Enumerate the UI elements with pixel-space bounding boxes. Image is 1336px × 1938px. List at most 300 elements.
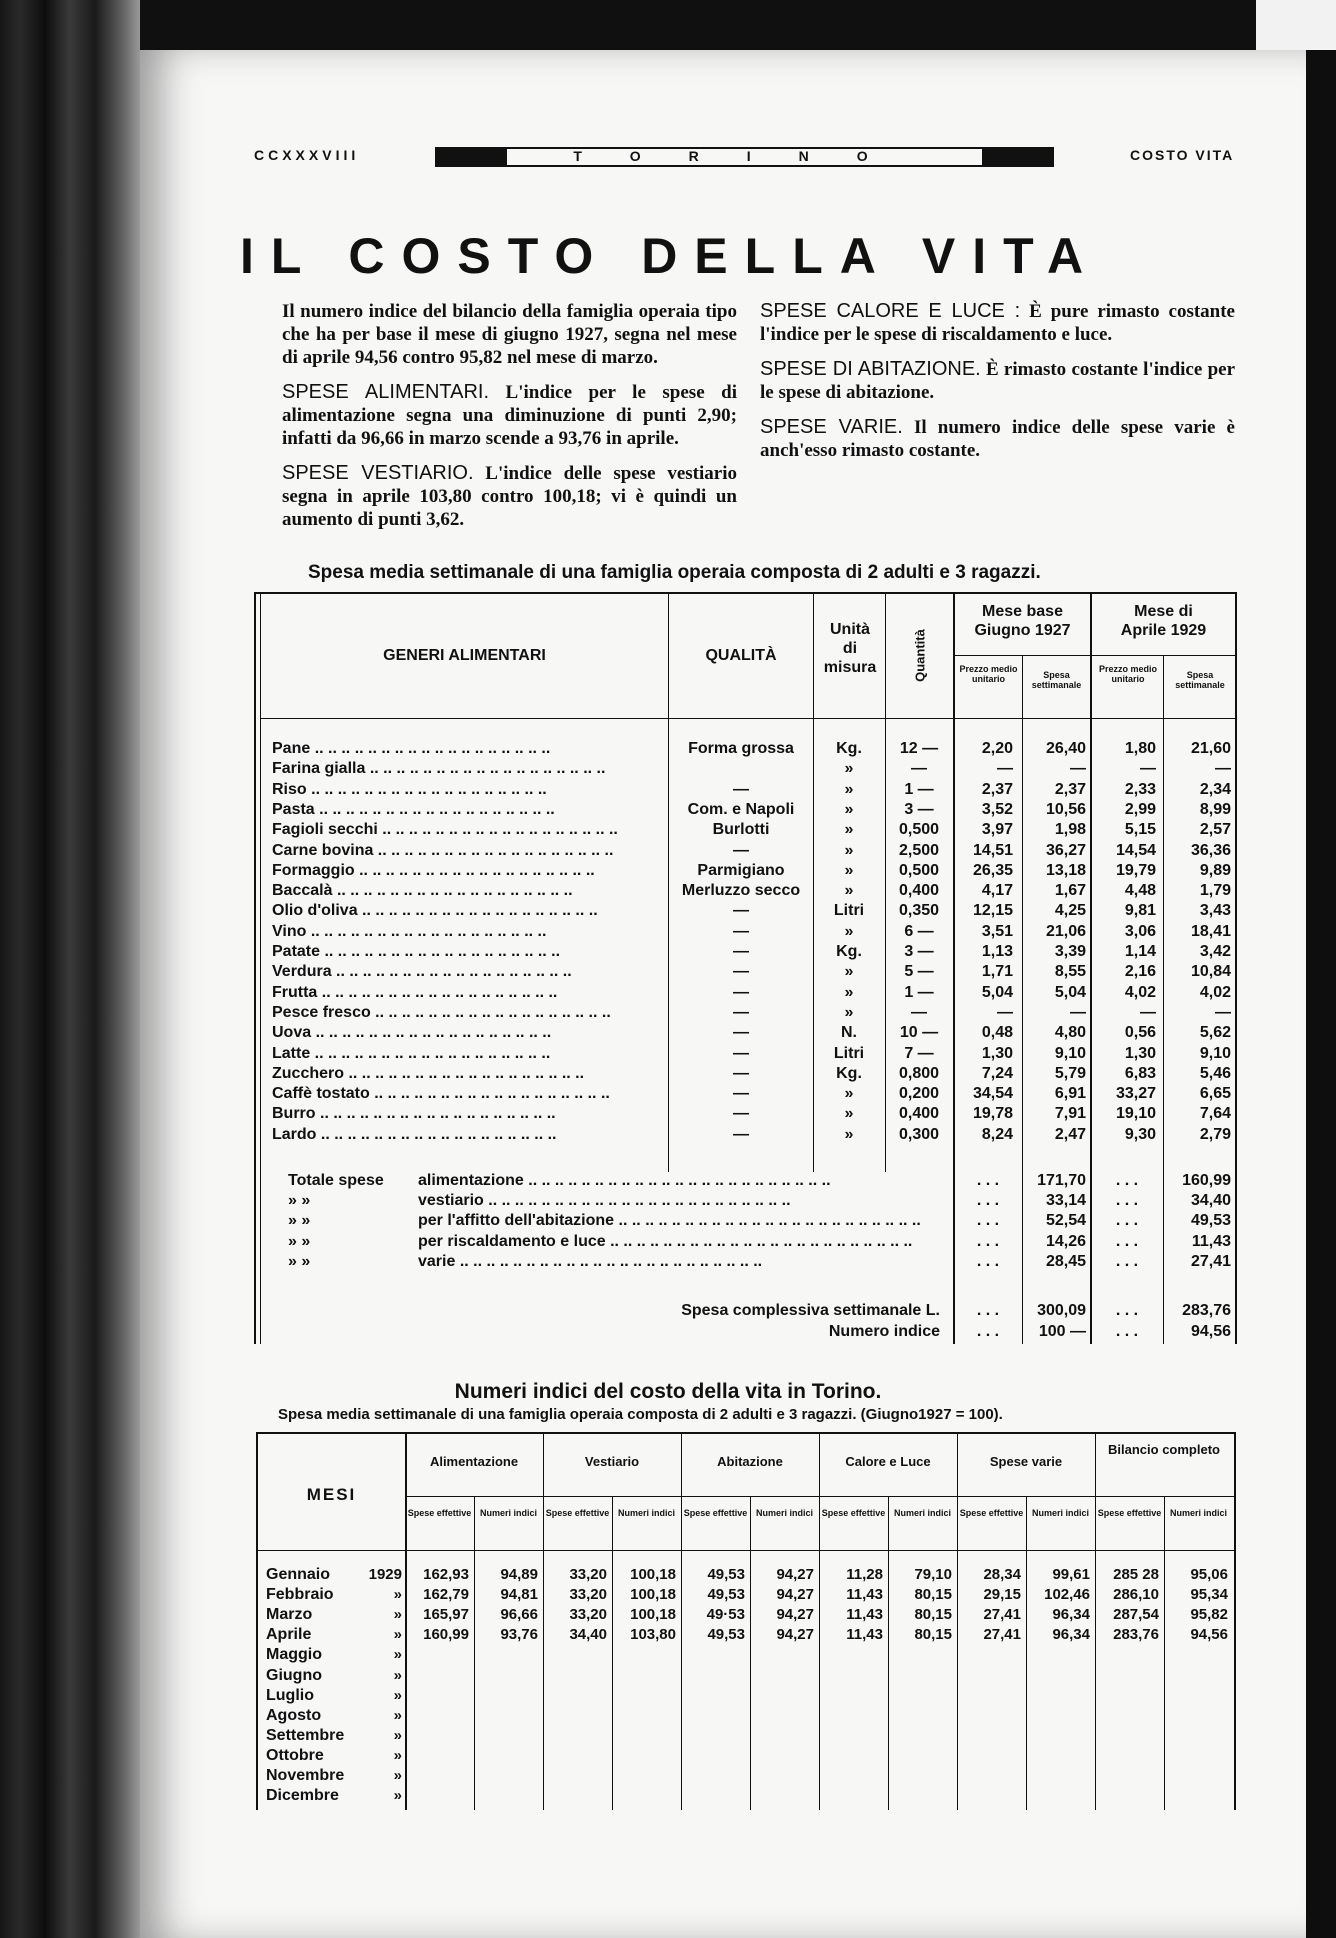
spend-value: 28,34 <box>983 1566 1021 1583</box>
total-row <box>0 1192 1336 1212</box>
index-value: 80,15 <box>914 1626 952 1644</box>
spend-value: 165,97 <box>423 1606 469 1624</box>
spend-value: 49,53 <box>707 1626 745 1644</box>
table1-caption: Spesa media settimanale di una famiglia operaia composta di 2 adulti e 3 ragazzi. <box>308 562 1041 583</box>
spend-value: 49,53 <box>707 1586 745 1604</box>
scan-top-border <box>0 0 1336 50</box>
food-spesa-apr: 21,60 <box>1190 740 1231 757</box>
food-name: Caffè tostato .. .. .. .. .. .. .. .. .. .. .. .. .. .. .. .. .. .. <box>272 1085 610 1103</box>
month-year: » <box>393 1706 402 1724</box>
food-qualita: — <box>733 1024 749 1042</box>
food-qualita: Merluzzo secco <box>681 882 801 900</box>
complessiva-label: Spesa complessiva settimanale L. <box>681 1302 940 1319</box>
sub-indici: Numeri indici <box>1169 1508 1227 1518</box>
food-name: Lardo .. .. .. .. .. .. .. .. .. .. .. .. .. .. .. .. .. .. <box>272 1125 557 1143</box>
group-header: Spese varie <box>989 1454 1063 1469</box>
food-name: Baccalà .. .. .. .. .. .. .. .. .. .. .. .. .. .. .. .. .. .. <box>272 882 573 900</box>
total-apr: 27,41 <box>1190 1252 1231 1270</box>
month-row <box>0 1727 1336 1747</box>
index-value: 94,27 <box>776 1626 814 1644</box>
month-row <box>0 1606 1336 1626</box>
month-year: » <box>393 1586 402 1604</box>
t1-subheader-rule <box>953 655 1235 656</box>
food-prezzo-base: 1,13 <box>981 943 1013 960</box>
city-band <box>435 147 1054 167</box>
food-quantita: 0,400 <box>898 1105 940 1123</box>
food-row <box>0 1085 1336 1105</box>
food-spesa-base: 2,37 <box>1054 780 1086 798</box>
food-spesa-base: 13,18 <box>1045 861 1086 879</box>
header-aprile-2: Aprile 1929 <box>1120 622 1207 639</box>
food-prezzo-base: 0,48 <box>981 1024 1013 1042</box>
month-year: 1929 <box>368 1566 402 1583</box>
food-quantita: 7 — <box>904 1044 934 1062</box>
sub-spesa: Spese effettive <box>1097 1508 1162 1518</box>
food-quantita: 10 — <box>899 1024 939 1042</box>
index-value: 99,61 <box>1052 1566 1090 1583</box>
group-header: Bilancio completo <box>1108 1442 1220 1457</box>
spend-value: 286,10 <box>1113 1586 1159 1604</box>
vestiario-text: L'indice delle spese vestiario segna in aprile 103,80 contro 100,18; vi è quindi un aumento di punti 3,62. <box>282 463 737 530</box>
food-row <box>0 842 1336 862</box>
subheader-prezzo-base: Prezzo medio unitario <box>959 664 1018 684</box>
food-spesa-base: 8,55 <box>1054 963 1086 981</box>
food-prezzo-apr: — <box>1140 760 1156 778</box>
intro-left-column <box>282 300 737 543</box>
month-row <box>0 1687 1336 1707</box>
month-row <box>0 1626 1336 1646</box>
food-qualita: — <box>733 1003 749 1021</box>
food-row <box>0 1126 1336 1146</box>
food-spesa-base: 3,39 <box>1054 943 1086 960</box>
food-unita: Litri <box>833 1044 865 1062</box>
food-name: Fagioli secchi .. .. .. .. .. .. .. .. .. .. .. .. .. .. .. .. .. .. <box>272 821 618 839</box>
food-qualita: — <box>733 983 749 1001</box>
food-qualita: Com. e Napoli <box>687 800 795 818</box>
food-spesa-apr: 4,02 <box>1199 983 1231 1001</box>
food-prezzo-base: 7,24 <box>981 1064 1013 1082</box>
spend-value: 33,20 <box>569 1586 607 1604</box>
varie-heading: SPESE VARIE. <box>760 416 903 438</box>
food-row <box>0 760 1336 780</box>
index-value: 96,34 <box>1052 1606 1090 1624</box>
food-spesa-base: 26,40 <box>1045 740 1086 757</box>
food-unita: » <box>844 1105 854 1123</box>
food-prezzo-apr: 1,80 <box>1124 740 1156 757</box>
index-value: 93,76 <box>500 1626 538 1644</box>
band-label: TORINO <box>573 148 916 164</box>
food-quantita: 0,200 <box>898 1085 940 1103</box>
spend-value: 11,43 <box>846 1606 883 1624</box>
food-qualita: — <box>733 1125 749 1143</box>
food-name: Carne bovina .. .. .. .. .. .. .. .. .. .. .. .. .. .. .. .. .. .. <box>272 841 614 859</box>
indice-label: Numero indice <box>828 1323 940 1340</box>
section-label: COSTO VITA <box>1130 147 1235 163</box>
food-unita: » <box>844 780 854 798</box>
food-qualita: — <box>733 902 749 920</box>
food-row <box>0 902 1336 922</box>
food-unita: » <box>844 963 854 981</box>
sub-spesa: Spese effettive <box>959 1508 1024 1518</box>
food-spesa-base: 36,27 <box>1045 841 1086 859</box>
sub-spesa: Spese effettive <box>407 1508 472 1518</box>
food-prezzo-base: 19,78 <box>972 1105 1013 1123</box>
food-quantita: 0,400 <box>898 882 940 900</box>
food-unita: » <box>844 983 854 1001</box>
spend-value: 285 28 <box>1113 1566 1159 1583</box>
header-generi: GENERI ALIMENTARI <box>383 647 546 664</box>
page-title: IL COSTO DELLA VITA <box>240 228 1101 284</box>
spend-value: 160,99 <box>423 1626 469 1644</box>
intro-right-column <box>760 300 1235 474</box>
total-apr: 49,53 <box>1190 1212 1231 1230</box>
food-name: Pane .. .. .. .. .. .. .. .. .. .. .. .. .. .. .. .. .. .. <box>272 740 551 757</box>
index-value: 102,46 <box>1044 1586 1090 1604</box>
food-spesa-base: 7,91 <box>1054 1105 1086 1123</box>
food-quantita: 5 — <box>904 963 934 981</box>
food-row <box>0 963 1336 983</box>
index-value: 95,06 <box>1190 1566 1228 1583</box>
scan-corner <box>1256 0 1336 50</box>
month-year: » <box>393 1626 402 1644</box>
total-base: 52,54 <box>1045 1212 1086 1230</box>
food-prezzo-base: 4,17 <box>981 882 1013 900</box>
food-spesa-base: 1,98 <box>1054 821 1086 839</box>
food-name: Latte .. .. .. .. .. .. .. .. .. .. .. .. .. .. .. .. .. .. <box>272 1044 551 1062</box>
total-row <box>0 1172 1336 1192</box>
food-spesa-apr: 9,89 <box>1199 861 1231 879</box>
food-row <box>0 821 1336 841</box>
month-name: Agosto <box>266 1706 322 1724</box>
header-quantita: Quantità <box>912 629 928 682</box>
food-unita: » <box>844 922 854 940</box>
food-quantita: — <box>911 1003 927 1021</box>
food-name: Pesce fresco .. .. .. .. .. .. .. .. .. .. .. .. .. .. .. .. .. .. <box>272 1003 611 1021</box>
abitazione-heading: SPESE DI ABITAZIONE. <box>760 358 981 380</box>
subheader-prezzo-aprile: Prezzo medio unitario <box>1098 664 1157 684</box>
sub-indici: Numeri indici <box>893 1508 951 1518</box>
t2-top-rule <box>256 1432 1236 1434</box>
food-prezzo-base: — <box>997 760 1013 778</box>
alimentari-text: L'indice per le spese di alimentazione segna una diminuzione di punti 2,90; infatti da 96,66 in marzo scende a 93,76 in aprile. <box>282 382 737 449</box>
total-row <box>0 1253 1336 1273</box>
sub-indici: Numeri indici <box>479 1508 537 1518</box>
spend-value: 33,20 <box>569 1606 607 1624</box>
food-qualita: — <box>733 963 749 981</box>
food-prezzo-base: 8,24 <box>981 1125 1013 1143</box>
total-base: 33,14 <box>1045 1192 1086 1210</box>
spend-value: 33,20 <box>569 1566 607 1583</box>
food-prezzo-apr: 3,06 <box>1124 922 1156 940</box>
food-prezzo-base: 3,52 <box>981 800 1013 818</box>
food-quantita: 0,500 <box>898 821 940 839</box>
group-header: Vestiario <box>584 1454 640 1469</box>
food-prezzo-apr: 14,54 <box>1115 841 1156 859</box>
food-row <box>0 984 1336 1004</box>
food-name: Patate .. .. .. .. .. .. .. .. .. .. .. .. .. .. .. .. .. .. <box>272 943 561 960</box>
food-qualita: — <box>733 1044 749 1062</box>
food-spesa-apr: 9,10 <box>1199 1044 1231 1062</box>
header-unita <box>815 620 885 677</box>
sub-spesa: Spese effettive <box>545 1508 610 1518</box>
food-spesa-base: 6,91 <box>1054 1085 1086 1103</box>
food-prezzo-apr: 4,02 <box>1124 983 1156 1001</box>
alimentari-heading: SPESE ALIMENTARI. <box>282 381 490 403</box>
food-prezzo-base: 1,71 <box>981 963 1013 981</box>
total-dots-apr: . . . <box>1115 1252 1139 1270</box>
month-name: Marzo <box>266 1606 313 1624</box>
food-unita: Kg. <box>836 943 862 960</box>
calore-heading: SPESE CALORE E LUCE : <box>760 300 1021 322</box>
month-year: » <box>393 1666 402 1684</box>
indice-base: 100 — <box>1038 1323 1086 1340</box>
header-unita-1: Unità <box>830 621 870 638</box>
food-spesa-base: 4,80 <box>1054 1024 1086 1042</box>
food-spesa-base: 21,06 <box>1045 922 1086 940</box>
food-unita: » <box>844 841 854 859</box>
month-year: » <box>393 1646 402 1664</box>
spend-value: 162,93 <box>423 1566 469 1583</box>
food-name: Formaggio .. .. .. .. .. .. .. .. .. .. .. .. .. .. .. .. .. .. <box>272 861 595 879</box>
month-row <box>0 1566 1336 1586</box>
food-spesa-apr: 5,62 <box>1199 1024 1231 1042</box>
total-label: vestiario .. .. .. .. .. .. .. .. .. .. .. .. .. .. .. .. .. .. .. .. .. .. .. <box>418 1192 791 1210</box>
food-spesa-base: — <box>1070 1003 1086 1021</box>
food-name: Farina gialla .. .. .. .. .. .. .. .. .. .. .. .. .. .. .. .. .. .. <box>272 760 606 778</box>
subheader-spesa-aprile: Spesa settimanale <box>1175 670 1225 690</box>
food-qualita: — <box>733 943 749 960</box>
header-unita-2: di <box>842 640 858 657</box>
food-row <box>0 1105 1336 1125</box>
food-unita: Litri <box>833 902 865 920</box>
food-prezzo-base: — <box>997 1003 1013 1021</box>
food-quantita: 2,500 <box>898 841 940 859</box>
food-row <box>0 1065 1336 1085</box>
index-value: 94,27 <box>776 1586 814 1604</box>
food-quantita: 3 — <box>904 943 934 960</box>
food-prezzo-base: 5,04 <box>981 983 1013 1001</box>
food-prezzo-apr: 1,14 <box>1124 943 1156 960</box>
intro-paragraph-6 <box>760 416 1235 462</box>
food-prezzo-apr: 19,79 <box>1115 861 1156 879</box>
total-dots-base: . . . <box>976 1232 1000 1250</box>
abitazione-text: È rimasto costante l'indice per le spese di abitazione. <box>760 359 1235 403</box>
food-spesa-apr: 2,57 <box>1199 821 1231 839</box>
food-prezzo-base: 3,51 <box>981 922 1013 940</box>
total-prefix: » » <box>288 1252 311 1270</box>
total-prefix: » » <box>288 1192 311 1210</box>
index-value: 94,27 <box>776 1606 814 1624</box>
food-unita: » <box>844 861 854 879</box>
food-spesa-apr: 18,41 <box>1190 922 1231 940</box>
food-unita: » <box>844 800 854 818</box>
total-label: alimentazione .. .. .. .. .. .. .. .. .. .. .. .. .. .. .. .. .. .. .. .. .. .. .. <box>418 1172 831 1189</box>
month-row <box>0 1767 1336 1787</box>
food-qualita: — <box>733 922 749 940</box>
index-value: 95,34 <box>1190 1586 1228 1604</box>
food-quantita: 1 — <box>904 780 934 798</box>
spend-value: 162,79 <box>423 1586 469 1604</box>
food-name: Olio d'oliva .. .. .. .. .. .. .. .. .. .. .. .. .. .. .. .. .. .. <box>272 902 598 920</box>
food-unita: Kg. <box>836 740 862 757</box>
food-prezzo-apr: 2,33 <box>1124 780 1156 798</box>
month-name: Maggio <box>266 1646 322 1664</box>
spend-value: 27,41 <box>983 1626 1021 1644</box>
total-prefix: » » <box>288 1212 311 1230</box>
food-prezzo-apr: 2,16 <box>1124 963 1156 981</box>
food-row <box>0 882 1336 902</box>
month-name: Luglio <box>266 1686 314 1704</box>
index-value: 94,89 <box>500 1566 538 1583</box>
index-value: 100,18 <box>630 1566 676 1583</box>
sub-spesa: Spese effettive <box>683 1508 748 1518</box>
index-value: 96,66 <box>500 1606 538 1624</box>
group-header: Calore e Luce <box>845 1454 931 1469</box>
month-year: » <box>393 1686 402 1704</box>
header-aprile <box>1092 602 1235 640</box>
total-prefix: » » <box>288 1232 311 1250</box>
total-label: per l'affitto dell'abitazione .. .. .. .. .. .. .. .. .. .. .. .. .. .. .. .. .. .. .. .. .. .. .. <box>418 1212 921 1230</box>
index-value: 95,82 <box>1190 1606 1228 1624</box>
food-unita: » <box>844 760 854 778</box>
index-value: 94,81 <box>500 1586 538 1604</box>
total-dots-base: . . . <box>976 1252 1000 1270</box>
complessiva-dots-base: . . . <box>976 1302 1000 1319</box>
intro-paragraph-1: Il numero indice del bilancio della famiglia operaia tipo che ha per base il mese di giugno 1927, segna nel mese di aprile 94,56 contro 95,82 nel mese di marzo. <box>282 301 737 368</box>
month-row <box>0 1747 1336 1767</box>
food-quantita: 6 — <box>904 922 934 940</box>
spend-value: 49,53 <box>707 1566 745 1583</box>
spend-value: 11,28 <box>846 1566 883 1583</box>
total-label: per riscaldamento e luce .. .. .. .. .. .. .. .. .. .. .. .. .. .. .. .. .. .. .. .. .. .. .. <box>418 1232 913 1250</box>
food-qualita: Burlotti <box>712 821 770 839</box>
indice-dots-apr: . . . <box>1115 1323 1139 1340</box>
food-spesa-apr: 8,99 <box>1199 800 1231 818</box>
total-row <box>0 1233 1336 1253</box>
month-name: Settembre <box>266 1726 345 1744</box>
vestiario-heading: SPESE VESTIARIO. <box>282 462 474 484</box>
indice-dots-base: . . . <box>976 1323 1000 1340</box>
food-prezzo-apr: 5,15 <box>1124 821 1156 839</box>
food-prezzo-base: 26,35 <box>972 861 1013 879</box>
spend-value: 11,43 <box>846 1586 883 1604</box>
header-unita-3: misura <box>823 659 877 676</box>
food-qualita: — <box>733 780 749 798</box>
food-unita: » <box>844 1003 854 1021</box>
food-qualita: Forma grossa <box>688 740 794 757</box>
header-qualita: QUALITÀ <box>705 647 777 664</box>
month-row <box>0 1586 1336 1606</box>
food-prezzo-apr: 6,83 <box>1124 1064 1156 1082</box>
complessiva-base: 300,09 <box>1037 1302 1086 1319</box>
header-base-2: Giugno 1927 <box>974 622 1071 639</box>
food-spesa-apr: 3,43 <box>1199 902 1231 920</box>
food-unita: » <box>844 1125 854 1143</box>
header-base-1: Mese base <box>982 603 1063 620</box>
total-dots-apr: . . . <box>1115 1232 1139 1250</box>
month-name: Febbraio <box>266 1586 334 1604</box>
total-dots-apr: . . . <box>1115 1172 1139 1189</box>
header-aprile-1: Mese di <box>1134 603 1193 620</box>
month-year: » <box>393 1787 402 1805</box>
food-spesa-apr: 36,36 <box>1190 841 1231 859</box>
food-quantita: 3 — <box>904 800 934 818</box>
food-spesa-base: 2,47 <box>1054 1125 1086 1143</box>
index-value: 100,18 <box>630 1586 676 1604</box>
food-spesa-apr: 1,79 <box>1199 882 1231 900</box>
food-quantita: 0,500 <box>898 861 940 879</box>
month-name: Dicembre <box>266 1787 339 1805</box>
spend-value: 283,76 <box>1113 1626 1159 1644</box>
food-name: Verdura .. .. .. .. .. .. .. .. .. .. .. .. .. .. .. .. .. .. <box>272 963 572 981</box>
t1-header-rule <box>260 718 1235 719</box>
food-prezzo-apr: 33,27 <box>1115 1085 1156 1103</box>
food-spesa-apr: 2,34 <box>1199 780 1231 798</box>
page-number: CCXXXVIII <box>254 147 360 163</box>
food-spesa-apr: — <box>1215 1003 1231 1021</box>
food-name: Burro .. .. .. .. .. .. .. .. .. .. .. .. .. .. .. .. .. .. <box>272 1105 556 1123</box>
food-prezzo-base: 2,37 <box>981 780 1013 798</box>
total-label: varie .. .. .. .. .. .. .. .. .. .. .. .. .. .. .. .. .. .. .. .. .. .. .. <box>418 1252 763 1270</box>
spend-value: 287,54 <box>1113 1606 1159 1624</box>
food-prezzo-apr: 2,99 <box>1124 800 1156 818</box>
food-prezzo-apr: 1,30 <box>1124 1044 1156 1062</box>
food-row <box>0 1004 1336 1024</box>
spend-value: 49·53 <box>706 1606 745 1624</box>
total-dots-base: . . . <box>976 1212 1000 1230</box>
total-dots-base: . . . <box>976 1192 1000 1210</box>
total-prefix: Totale spese <box>288 1172 384 1189</box>
total-apr: 160,99 <box>1182 1172 1231 1189</box>
food-quantita: — <box>911 760 927 778</box>
index-value: 94,56 <box>1190 1626 1228 1644</box>
month-name: Ottobre <box>266 1746 324 1764</box>
index-value: 80,15 <box>914 1586 952 1604</box>
food-spesa-apr: 7,64 <box>1199 1105 1231 1123</box>
food-name: Vino .. .. .. .. .. .. .. .. .. .. .. .. .. .. .. .. .. .. <box>272 922 547 940</box>
spend-value: 11,43 <box>846 1626 883 1644</box>
calore-text: È pure rimasto costante l'indice per le spese di riscaldamento e luce. <box>760 301 1235 345</box>
sub-indici: Numeri indici <box>617 1508 675 1518</box>
food-prezzo-base: 2,20 <box>981 740 1013 757</box>
food-prezzo-apr: 19,10 <box>1115 1105 1156 1123</box>
food-row <box>0 1045 1336 1065</box>
food-name: Uova .. .. .. .. .. .. .. .. .. .. .. .. .. .. .. .. .. .. <box>272 1024 552 1042</box>
intro-paragraph-2 <box>282 381 737 450</box>
food-row <box>0 862 1336 882</box>
month-row <box>0 1707 1336 1727</box>
food-unita: Kg. <box>836 1064 862 1082</box>
food-qualita: — <box>733 1105 749 1123</box>
food-spesa-base: — <box>1070 760 1086 778</box>
food-row <box>0 740 1336 760</box>
food-spesa-base: 4,25 <box>1054 902 1086 920</box>
food-quantita: 12 — <box>899 740 939 757</box>
index-value: 100,18 <box>630 1606 676 1624</box>
total-base: 14,26 <box>1045 1232 1086 1250</box>
food-name: Frutta .. .. .. .. .. .. .. .. .. .. .. .. .. .. .. .. .. .. <box>272 983 558 1001</box>
food-prezzo-base: 3,97 <box>981 821 1013 839</box>
food-qualita: — <box>733 841 749 859</box>
month-name: Novembre <box>266 1767 345 1784</box>
month-year: » <box>393 1726 402 1744</box>
index-value: 94,27 <box>776 1566 814 1583</box>
table2-title: Numeri indici del costo della vita in Torino. <box>454 1380 882 1403</box>
total-dots-apr: . . . <box>1115 1192 1139 1210</box>
month-year: » <box>393 1767 402 1784</box>
food-spesa-base: 10,56 <box>1045 800 1086 818</box>
food-qualita: — <box>733 1085 749 1103</box>
